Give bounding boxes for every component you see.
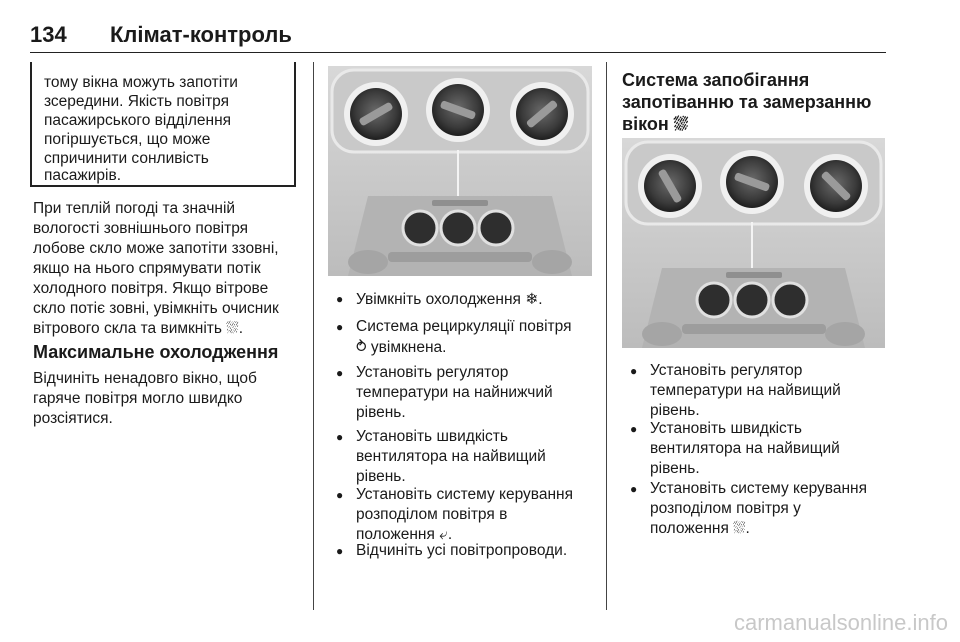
- list-item-text: рівень.: [650, 402, 700, 419]
- list-item-text: рівень.: [356, 468, 406, 485]
- note-line: зсередини. Якість повітря: [44, 93, 230, 110]
- list-item-text: Система рециркуляції повітря: [356, 318, 572, 335]
- bullet-dot: ●: [336, 292, 344, 306]
- note-line: тому вікна можуть запотіти: [44, 74, 238, 91]
- note-line: погіршується, що може: [44, 131, 211, 148]
- list-item-text: Установіть систему керування: [356, 486, 573, 503]
- bullet-dot: ●: [630, 482, 638, 496]
- climate-control-photo-defog: [622, 138, 885, 348]
- note-line: пасажирів.: [44, 167, 122, 184]
- bullet-dot: ●: [336, 320, 344, 334]
- note-box: [30, 62, 296, 187]
- list-item-text: Установіть регулятор: [650, 362, 803, 379]
- note-line: спричинити сонливість: [44, 150, 209, 167]
- page-number: 134: [30, 22, 67, 47]
- text-line: лобове скло може запотіти ззовні,: [33, 240, 279, 257]
- list-item-text: рівень.: [356, 404, 406, 421]
- bullet-dot: ●: [630, 422, 638, 436]
- text-line: Відчиніть ненадовго вікно, щоб: [33, 370, 257, 387]
- heading-line: вікон ⛆: [622, 114, 689, 134]
- watermark: carmanualsonline.info: [733, 610, 948, 635]
- list-item-text: вентилятора на найвищий: [356, 448, 546, 465]
- heading-line: запотіванню та замерзанню: [622, 92, 872, 112]
- list-item-text: Установіть швидкість: [650, 420, 802, 437]
- list-item-text: Відчиніть усі повітропроводи.: [356, 542, 568, 559]
- list-item-text: ⥁ увімкнена.: [356, 339, 447, 356]
- text-line: гаряче повітря могло швидко: [33, 390, 243, 407]
- text-line: скло потіє зовні, увімкніть очисник: [33, 300, 279, 317]
- list-item-text: рівень.: [650, 460, 700, 477]
- list-item-text: розподілом повітря у: [650, 500, 801, 517]
- climate-control-illustration-defog: [622, 138, 885, 348]
- list-item-text: Установіть регулятор: [356, 364, 509, 381]
- note-box-left-bar: [30, 62, 32, 187]
- bullet-dot: ●: [630, 364, 638, 378]
- list-item-text: положення ⤶.: [356, 526, 453, 543]
- bullet-dot: ●: [336, 544, 344, 558]
- list-item-text: температури на найнижчий: [356, 384, 553, 401]
- list-item-text: Установіть систему керування: [650, 480, 867, 497]
- text-line: вітрового скла та вимкніть: [33, 320, 222, 337]
- bullet-dot: ●: [336, 430, 344, 444]
- list-item-text: вентилятора на найвищий: [650, 440, 840, 457]
- list-item-text: положення ⛆.: [650, 520, 750, 537]
- text-line: розсіятися.: [33, 410, 113, 427]
- bullet-dot: ●: [336, 366, 344, 380]
- note-line: пасажирського відділення: [44, 112, 232, 129]
- climate-control-photo: [328, 66, 592, 276]
- text-line: вологості зовнішнього повітря: [33, 220, 249, 237]
- heading-max-cooling: Максимальне охолодження: [33, 342, 279, 362]
- list-item-text: температури на найвищий: [650, 382, 841, 399]
- column-divider-left: [313, 62, 314, 610]
- page-header: [30, 12, 886, 52]
- heading-line: Система запобігання: [622, 70, 810, 90]
- header-rule: [30, 52, 886, 53]
- text-line: якщо на нього спрямувати потік: [33, 260, 261, 277]
- text-line: холодного повітря. Якщо вітрове: [33, 280, 269, 297]
- bullet-dot: ●: [336, 488, 344, 502]
- list-item-text: Установіть швидкість: [356, 428, 508, 445]
- chapter-title: Клімат-контроль: [110, 22, 292, 47]
- windscreen-defrost-icon: ⛆.: [226, 320, 244, 337]
- list-item-text: Увімкніть охолодження ❄.: [356, 291, 543, 308]
- climate-control-illustration: [328, 66, 592, 276]
- text-line: При теплій погоді та значній: [33, 200, 236, 217]
- column-divider-right: [606, 62, 607, 610]
- list-item-text: розподілом повітря в: [356, 506, 508, 523]
